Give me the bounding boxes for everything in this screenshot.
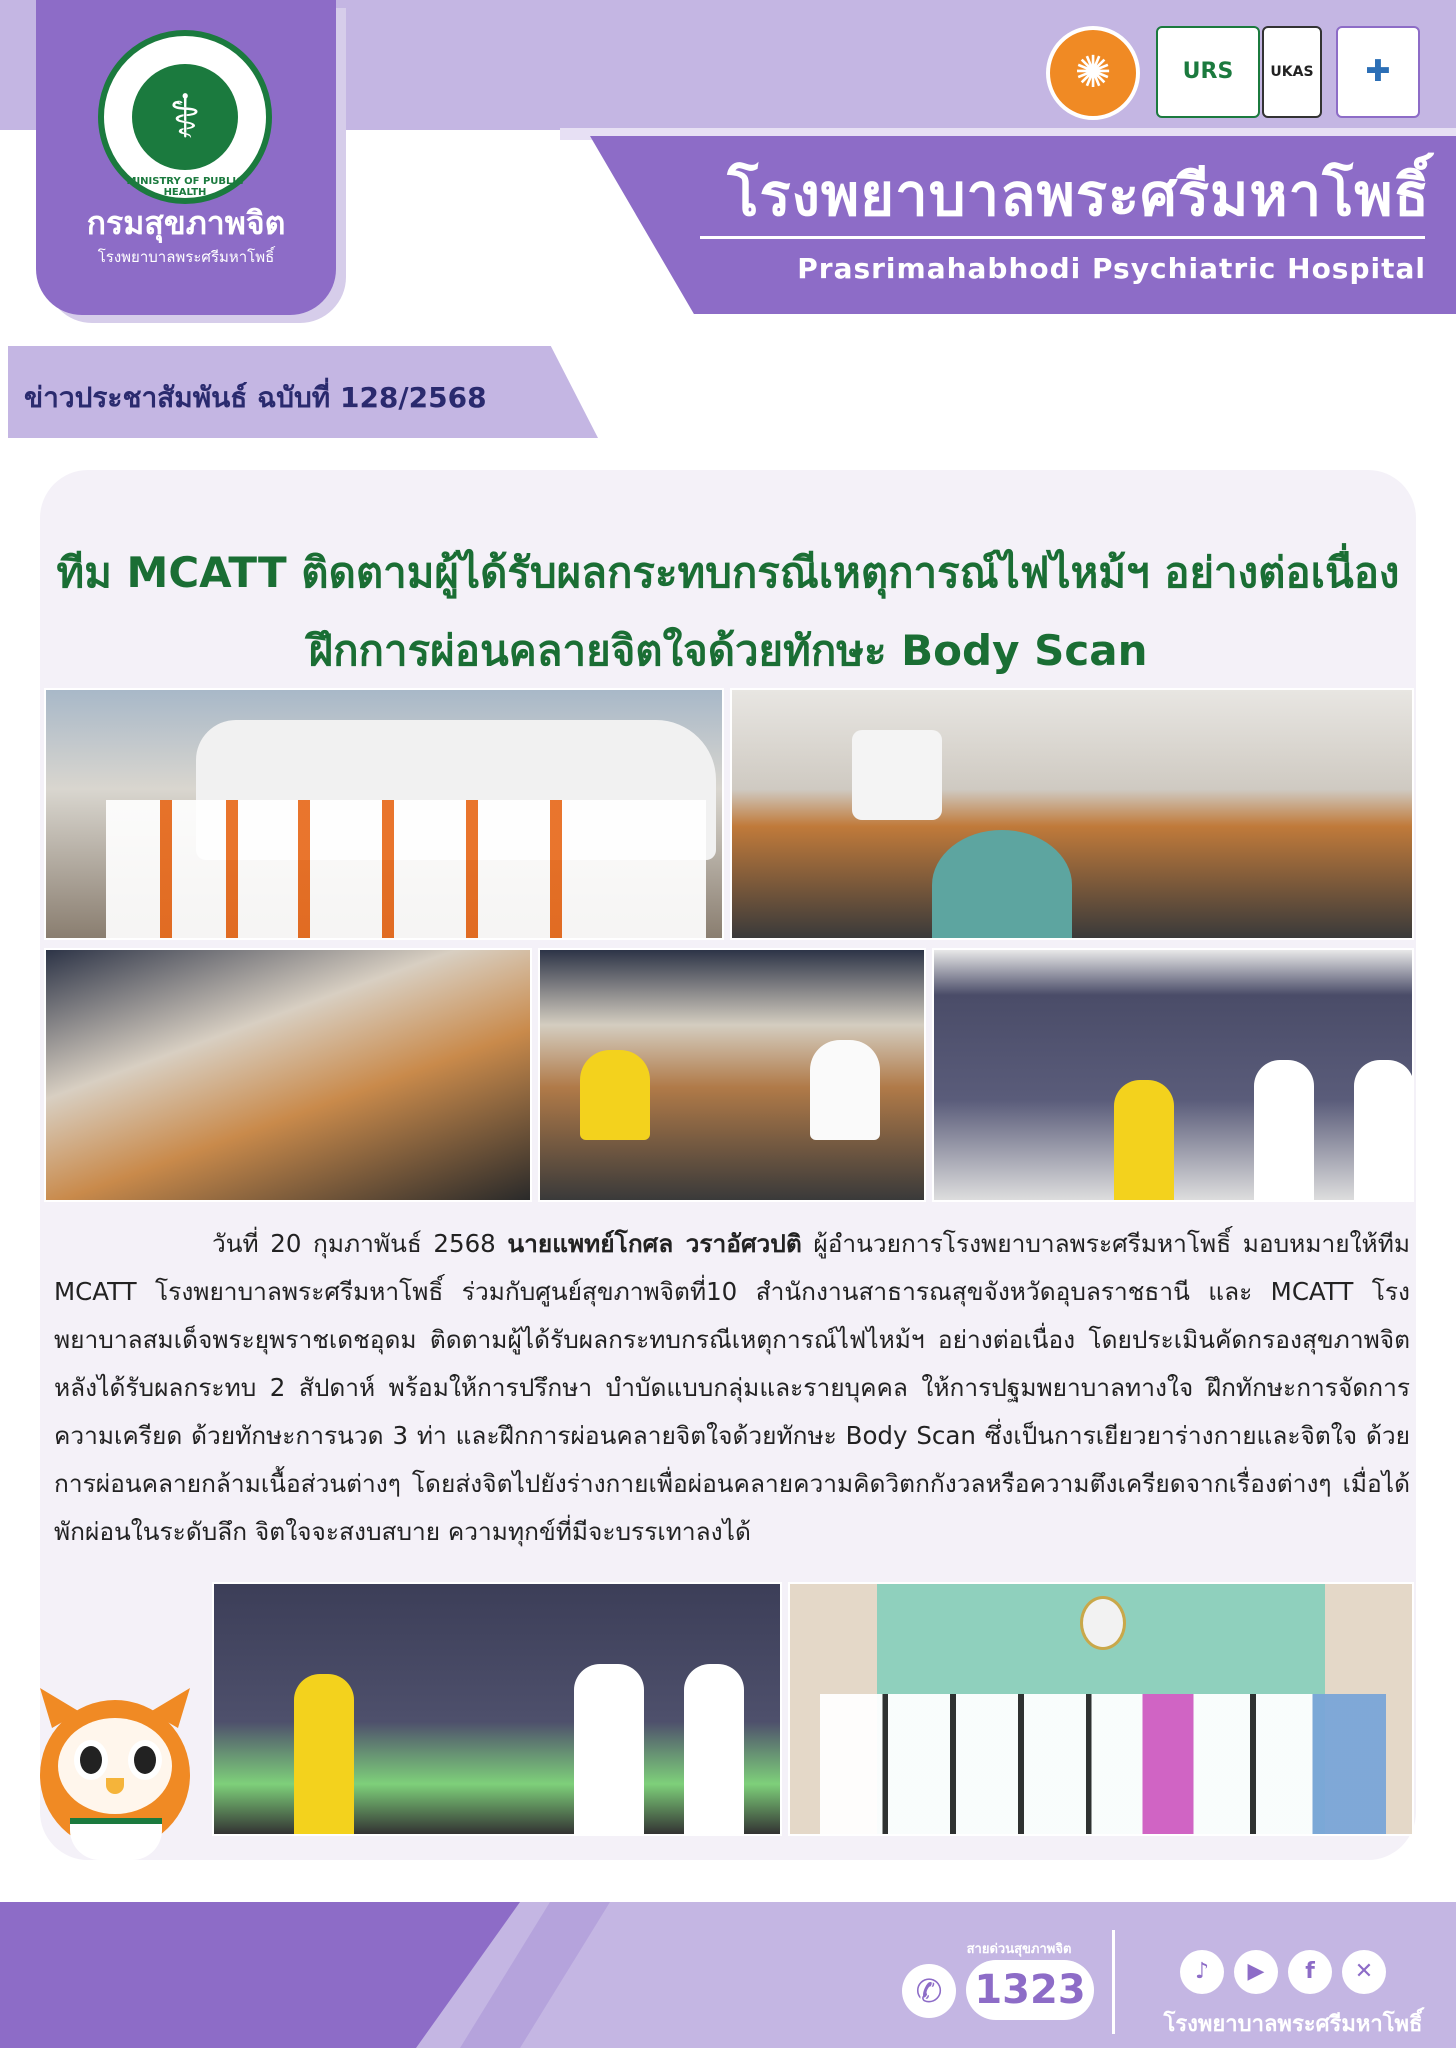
footer-divider <box>1112 1930 1115 2034</box>
sun-emblem-icon: ✺ <box>1046 26 1140 120</box>
photo-meeting-room-1 <box>730 688 1414 940</box>
news-text: ผู้อำนวยการโรงพยาบาลพระศรีมหาโพธิ์ มอบหมายให้ทีม MCATT โรงพยาบาลพระศรีมหาโพธิ์ ร่วมกับศูนย์สุขภาพจิตที่10 สำนักงานสาธารณสุขจังหวัดอุบลราชธานี และ MCATT โรงพยาบาลสมเด็จพระยุพราชเดชอุดม ติดตามผู้ได้รับผลกระทบกรณีเหตุการณ์ไฟไหม้ฯ อย่างต่อเนื่อง โดยประเมินคัดกรองสุขภาพจิตหลังได้รับผลกระทบ 2 สัปดาห์ พร้อมให้การปรึกษา บำบัดแบบกลุ่มและรายบุคคล ให้การปฐมพยาบาลทางใจ ฝึกทักษะการจัดการความเครียด ด้วยทักษะการนวด 3 ท่า และฝึกการผ่อนคลายจิตใจด้วยทักษะ Body Scan ซึ่งเป็นการเยียวยาร่างกายและจิตใจ ด้วยการผ่อนคลายกล้ามเนื้อส่วนต่างๆ โดยส่งจิตไปยังร่างกายเพื่อผ่อนคลายความคิดวิตกกังวลหรือความตึงเครียดจากเรื่องต่างๆ เมื่อได้พักผ่อนในระดับลึก จิตใจจะสงบสบาย ความทุกข์ที่มีจะบรรเทาลงได้ <box>54 1229 1410 1546</box>
photo-meeting-room-2 <box>44 948 532 1202</box>
hotline-label: สายด่วนสุขภาพจิต <box>966 1942 1072 1957</box>
hospital-name-th: โรงพยาบาลพระศรีมหาโพธิ์ <box>727 161 1430 229</box>
department-sub: โรงพยาบาลพระศรีมหาโพธิ์ <box>97 248 275 266</box>
photo-counseling-session <box>538 948 926 1202</box>
headline-line-2: ฝึกการผ่อนคลายจิตใจด้วยทักษะ Body Scan <box>308 626 1148 675</box>
facebook-icon[interactable]: f <box>1288 1950 1332 1994</box>
news-person: นายแพทย์โกศล วราอัศวปติ <box>507 1229 802 1258</box>
youtube-icon[interactable]: ▶ <box>1234 1950 1278 1994</box>
mascot-vest <box>70 1818 162 1860</box>
tiktok-icon[interactable]: ♪ <box>1180 1950 1224 1994</box>
phone-icon: ✆ <box>902 1964 956 2018</box>
news-date: วันที่ 20 กุมภาพันธ์ 2568 <box>212 1229 508 1258</box>
mascot-eye-left <box>74 1740 108 1780</box>
issue-number: ข่าวประชาสัมพันธ์ ฉบับที่ 128/2568 <box>24 381 487 414</box>
hotline-number[interactable]: 1323 <box>966 1960 1094 2020</box>
photo-massage-line <box>212 1582 782 1836</box>
headline-line-1: ทีม MCATT ติดตามผู้ได้รับผลกระทบกรณีเหตุการณ์ไฟไหม้ฯ อย่างต่อเนื่อง <box>56 548 1400 597</box>
news-body <box>54 1220 1410 1556</box>
ministry-seal <box>98 30 272 204</box>
header-divider <box>700 236 1425 239</box>
seal-text: MINISTRY OF PUBLIC HEALTH <box>126 176 244 198</box>
mascot-eye-right <box>128 1740 162 1780</box>
ukas-cert-badge: UKAS <box>1262 26 1322 118</box>
photo-team-salute <box>788 1582 1414 1836</box>
caduceus-icon: ⚕ <box>132 64 238 170</box>
urs-cert-badge: URS <box>1156 26 1260 118</box>
photo-team-group <box>44 688 724 940</box>
footer-hospital-name: โรงพยาบาลพระศรีมหาโพธิ์ <box>1163 2012 1423 2037</box>
photo-massage-training <box>932 948 1414 1202</box>
x-icon[interactable]: ✕ <box>1342 1950 1386 1994</box>
ha-accreditation-icon: ✚ <box>1336 26 1420 118</box>
hospital-name-en: Prasrimahabhodi Psychiatric Hospital <box>797 252 1426 285</box>
department-name: กรมสุขภาพจิต <box>86 204 286 242</box>
